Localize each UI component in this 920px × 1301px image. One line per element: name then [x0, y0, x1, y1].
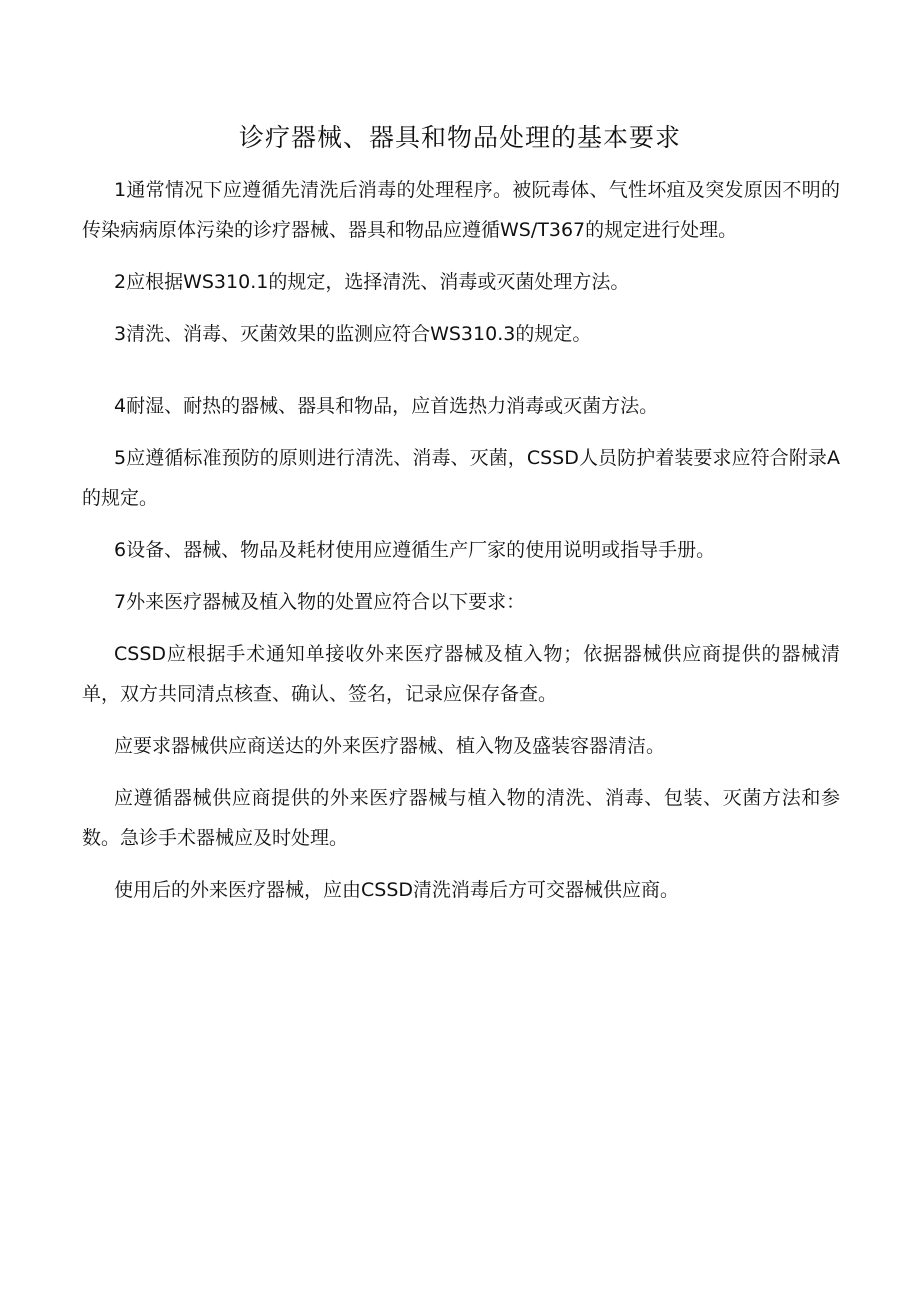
paragraph-7-item-3: 应遵循器械供应商提供的外来医疗器械与植入物的清洗、消毒、包装、灭菌方法和参数。急诊手术器械应及时处理。 — [82, 787, 840, 849]
paragraph-7-item-2: 应要求器械供应商送达的外来医疗器械、植入物及盛装容器清洁。 — [114, 735, 666, 757]
paragraph-4: 4耐湿、耐热的器械、器具和物品，应首选热力消毒或灭菌方法。 — [114, 395, 659, 417]
paragraph-7-item-4: 使用后的外来医疗器械，应由CSSD清洗消毒后方可交器械供应商。 — [114, 879, 680, 901]
paragraph-1: 1通常情况下应遵循先清洗后消毒的处理程序。被阮毒体、气性坏疽及突发原因不明的传染病病原体污染的诊疗器械、器具和物品应遵循WS/T367的规定进行处理。 — [82, 179, 840, 241]
paragraph-7-item-1: CSSD应根据手术通知单接收外来医疗器械及植入物；依据器械供应商提供的器械清单，双方共同清点核查、确认、签名，记录应保存备查。 — [82, 643, 840, 705]
document-body — [82, 170, 840, 910]
document-title: 诊疗器械、器具和物品处理的基本要求 — [238, 123, 681, 152]
paragraph-2: 2应根据WS310.1的规定，选择清洗、消毒或灭菌处理方法。 — [114, 271, 630, 293]
paragraph-3: 3清洗、消毒、灭菌效果的监测应符合WS310.3的规定。 — [114, 323, 592, 345]
paragraph-6: 6设备、器械、物品及耗材使用应遵循生产厂家的使用说明或指导手册。 — [114, 539, 716, 561]
paragraph-7: 7外来医疗器械及植入物的处置应符合以下要求： — [114, 591, 526, 613]
paragraph-5: 5应遵循标准预防的原则进行清洗、消毒、灭菌，CSSD人员防护着装要求应符合附录A的规定。 — [82, 447, 840, 509]
